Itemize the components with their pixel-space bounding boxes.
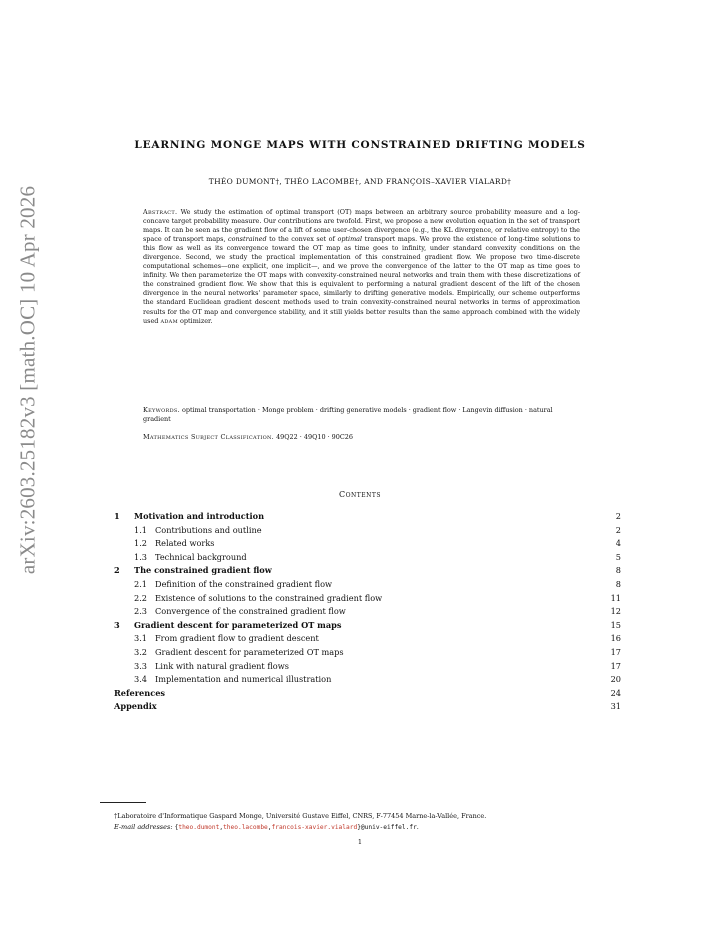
toc-entry-page: 12 — [610, 606, 621, 617]
toc-entry-label: Contributions and outline — [155, 524, 262, 535]
toc-entry-page: 2 — [615, 524, 621, 535]
toc-entry[interactable] — [114, 700, 621, 714]
toc-entry-number: 3.3 — [134, 660, 148, 671]
toc-entry[interactable] — [114, 632, 621, 646]
toc-entry-page: 17 — [610, 660, 621, 671]
arxiv-identifier: arXiv:2603.25182v3 [math.OC] 10 Apr 2026 — [15, 185, 40, 575]
toc-entry-page: 11 — [610, 592, 621, 603]
toc-entry-label: Related works — [155, 538, 215, 549]
toc-entry-number: 3.1 — [134, 633, 148, 644]
abstract-heading: Abstract. — [143, 208, 178, 216]
msc-text: 49Q22 · 49Q10 · 90C26 — [276, 433, 353, 441]
toc-entry-label: Gradient descent for parameterized OT maps — [155, 646, 344, 657]
toc-entry[interactable] — [114, 592, 621, 606]
paper-title: LEARNING MONGE MAPS WITH CONSTRAINED DRIFTING MODELS — [134, 139, 586, 151]
toc-entry-label: Definition of the constrained gradient flow — [155, 578, 333, 589]
keywords-heading: Keywords. — [143, 406, 180, 414]
toc-entry-label: Gradient descent for parameterized OT maps — [134, 619, 342, 630]
toc-entry[interactable] — [114, 673, 621, 687]
toc-entry-label: The constrained gradient flow — [134, 565, 272, 576]
abstract-text-3: transport maps. We prove the existence of long-time solutions to this flow as well as its convergence toward the OT map as time goes to infinity, under standard convexity conditions on the divergence. Second, we study the practical implementation of this constrained gradient flow. We propose two time-discrete computational schemes—one explicit, one implicit—, and we prove the convergence of the latter to the OT map as time goes to infinity. We then parameterize the OT maps with convexity-constrained neural networks and train them with these discretizations of the constrained gradient flow. We show that this is equivalent to performing a natural gradient descent of the lift of the chosen divergence in the neural networks' parameter space, similarly to drifting generative models. Empirically, our scheme outperforms the standard Euclidean gradient descent methods used to train convexity-constrained neural networks in terms of approximation results for the OT map and convergence stability, and it still yields better results than the same approach combined with the widely used — [143, 235, 581, 325]
footnote-emails — [114, 822, 624, 833]
toc-entry-number: 1 — [114, 511, 120, 521]
toc-entry[interactable] — [114, 660, 621, 674]
table-of-contents — [114, 510, 621, 714]
contents-heading: Contents — [338, 490, 382, 499]
toc-entry-page: 24 — [610, 687, 621, 698]
toc-entry-label: Convergence of the constrained gradient flow — [155, 606, 346, 617]
toc-entry-page: 5 — [615, 551, 621, 562]
toc-entry-number: 1.1 — [134, 524, 148, 535]
toc-entry-number: 2 — [114, 565, 120, 576]
toc-entry-number: 2.1 — [134, 578, 148, 589]
toc-entry-page: 8 — [615, 578, 621, 589]
toc-entry-label: Motivation and introduction — [134, 511, 265, 521]
footnote-rule — [100, 802, 146, 803]
toc-entry-page: 2 — [615, 511, 621, 521]
abstract — [143, 208, 580, 326]
abstract-adam: adam — [160, 316, 178, 325]
toc-entry-page: 8 — [615, 565, 621, 576]
toc-entry-label: Existence of solutions to the constrained gradient flow — [155, 592, 383, 603]
footnote-email-label: E-mail addresses: — [114, 823, 173, 831]
abstract-text-4: optimizer. — [180, 316, 213, 325]
email-link-dumont[interactable]: theo.dumont — [178, 824, 220, 831]
abstract-text-2: to the convex set of — [269, 235, 335, 244]
toc-entry-number: 3.4 — [134, 674, 148, 685]
email-domain: }@univ-eiffel.fr — [357, 824, 417, 831]
toc-entry-number: 2.2 — [134, 592, 148, 603]
arxiv-identifier-sidebar — [4, 100, 52, 660]
toc-entry[interactable] — [114, 564, 621, 578]
footnote — [114, 811, 624, 833]
toc-entry-page: 16 — [610, 633, 621, 644]
toc-entry[interactable] — [114, 551, 621, 565]
toc-entry[interactable] — [114, 687, 621, 701]
abstract-emphasis-constrained: constrained — [228, 235, 267, 244]
toc-entry-page: 31 — [610, 701, 621, 712]
email-comma: , — [219, 824, 224, 831]
email-brace-open: { — [174, 824, 179, 831]
toc-entry-label: From gradient flow to gradient descent — [155, 633, 319, 644]
toc-entry-label: References — [114, 687, 166, 698]
msc-classification — [143, 433, 580, 442]
email-period: . — [416, 823, 419, 831]
toc-entry-label: Link with natural gradient flows — [155, 660, 289, 671]
email-link-vialard[interactable]: francois-xavier.vialard — [271, 824, 358, 831]
footnote-affiliation: †Laboratoire d'Informatique Gaspard Monge, Université Gustave Eiffel, CNRS, F-77454 Marne-la-Vallée, France. — [114, 812, 487, 820]
toc-entry-page: 15 — [610, 619, 621, 630]
email-comma: , — [267, 824, 272, 831]
toc-entry-number: 3.2 — [134, 646, 148, 657]
toc-entry[interactable] — [114, 578, 621, 592]
msc-heading: Mathematics Subject Classification. — [143, 433, 275, 441]
toc-entry-number: 1.3 — [134, 551, 148, 562]
keywords-text: optimal transportation · Monge problem · drifting generative models · gradient flow · Langevin diffusion · natural gradient — [143, 406, 553, 424]
toc-entry-number: 3 — [114, 619, 120, 630]
toc-entry[interactable] — [114, 605, 621, 619]
toc-entry-page: 4 — [615, 538, 621, 549]
page-number: 1 — [357, 838, 363, 846]
keywords — [143, 406, 580, 424]
email-link-lacombe[interactable]: theo.lacombe — [223, 824, 268, 831]
toc-entry[interactable] — [114, 619, 621, 633]
toc-entry-label: Technical background — [155, 551, 247, 562]
toc-entry-page: 17 — [610, 646, 621, 657]
paper-authors: THÉO DUMONT†, THÉO LACOMBE†, AND FRANÇOIS–XAVIER VIALARD† — [208, 177, 512, 186]
toc-entry[interactable] — [114, 524, 621, 538]
toc-entry-label: Appendix — [114, 701, 157, 712]
toc-entry[interactable] — [114, 510, 621, 524]
abstract-text-1: We study the estimation of optimal transport (OT) maps between an arbitrary source probability measure and a log-concave target probability measure. Our contributions are twofold. First, we propose a new evolution equation in the set of transport maps. It can be seen as the gradient flow of a lift of some user-chosen divergence (e.g., the KL divergence, or relative entropy) to the space of transport maps, — [143, 208, 581, 244]
toc-entry-number: 2.3 — [134, 606, 148, 617]
toc-entry-number: 1.2 — [134, 538, 148, 549]
abstract-emphasis-optimal: optimal — [337, 235, 363, 244]
toc-entry-label: Implementation and numerical illustration — [155, 674, 332, 685]
toc-entry[interactable] — [114, 537, 621, 551]
toc-entry-page: 20 — [610, 674, 621, 685]
toc-entry[interactable] — [114, 646, 621, 660]
